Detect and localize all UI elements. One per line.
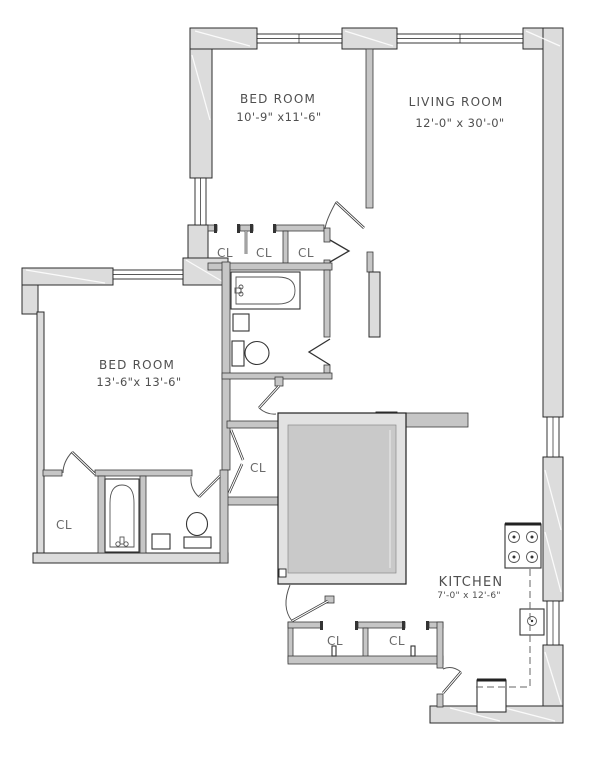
bedroom2-label: BED ROOM [98,358,176,372]
sink-shape [152,534,170,549]
sink [233,314,249,331]
interior-walls-shape [276,225,324,231]
toilet-shape [187,513,208,536]
interior-walls-shape [437,622,443,668]
sink [152,534,170,549]
closet-label: CL [216,246,234,260]
door-swing-shape [259,408,276,414]
interior-walls-shape [437,694,443,707]
toilet [184,513,211,549]
window [397,34,523,43]
stove-shape [531,556,534,559]
entry-door-swing-shape [292,601,328,621]
interior-walls-shape [367,252,373,272]
door-swing [63,452,95,474]
interior-walls-shape [288,656,443,664]
door-swing [443,668,461,693]
interior-walls-shape [43,470,62,476]
door-swing-shape [199,476,220,497]
entry-door-swing-shape [286,585,292,621]
interior-walls-shape [140,476,146,553]
refrigerator-shape [477,680,506,712]
interior-walls-shape [366,49,373,208]
interior-walls-shape [95,470,192,476]
door-swing-shape [325,202,336,229]
window [257,34,342,43]
closet-door-shape [231,430,243,460]
entry-door-swing [286,585,328,621]
interior-walls-shape [288,622,322,628]
interior-walls-shape [324,228,330,242]
stove-shape [513,556,516,559]
stove-shape [531,536,534,539]
closet-label: CL [55,518,73,532]
interior-walls-shape [363,628,368,658]
closet-label: CL [326,634,344,648]
window [547,601,559,645]
window [113,270,183,279]
interior-walls-shape [283,231,288,263]
interior-walls-shape [214,224,217,233]
closet-label: CL [255,246,273,260]
door-swing-shape [259,386,279,408]
door-swing-shape [72,452,95,474]
exterior-walls-shape [37,312,44,555]
interior-walls-shape [220,470,228,563]
door-swing-shape [336,202,364,228]
elevator-shaft [278,413,406,584]
interior-walls-shape [222,262,230,470]
sink-shape [233,314,249,331]
door-swing-shape [443,672,461,693]
door-swing-shape [191,477,199,497]
bathroom-1 [231,272,300,366]
toilet [232,341,269,366]
kitchen-label: KITCHEN [438,575,504,590]
exterior-walls-shape [33,553,228,563]
closet-door [330,240,349,262]
door-swing-shape [443,668,461,672]
living-room-label: LIVING ROOM [408,95,504,109]
interior-walls-shape [227,421,278,428]
interior-walls-shape [324,365,330,373]
bedroom2-dims: 13'-6"x 13'-6" [96,375,182,389]
refrigerator [477,680,506,712]
closet-label: CL [297,246,315,260]
toilet-shape [245,342,269,365]
interior-walls-shape [273,224,276,233]
interior-walls-shape [402,621,405,630]
stove [505,524,541,568]
living-room-dims: 12'-0" x 30'-0" [415,116,505,130]
toilet-shape [184,537,211,548]
door-swing [191,476,220,497]
bedroom1-dims: 10'-9" x11'-6" [236,110,322,124]
interior-walls-shape [426,621,429,630]
door-swing [259,386,279,414]
toilet-shape [232,341,244,366]
bathtub [105,479,139,552]
interior-walls-shape [227,497,278,505]
window [195,178,206,225]
bedroom1-label: BED ROOM [239,92,317,106]
door-swing [309,339,330,365]
interior-walls-shape [369,272,380,337]
interior-walls-shape [250,224,253,233]
exterior-walls-shape [22,285,38,314]
closet-door-shape [229,464,242,493]
interior-walls-shape [275,377,283,386]
door-swing-shape [309,339,330,365]
exterior-walls-shape [543,28,563,417]
closet-label: CL [388,634,406,648]
kitchen-sink-shape [531,620,533,622]
kitchen-dims: 7'-0" x 12'-6" [437,591,501,601]
interior-walls-shape [355,621,358,630]
interior-walls-shape [358,622,405,628]
interior-walls-shape [324,270,330,337]
kitchen-fixtures [474,524,544,712]
interior-walls-shape [320,621,323,630]
window [547,417,559,457]
exterior-walls-shape [543,457,563,601]
closet-label: CL [249,461,267,475]
interior-walls-shape [98,476,105,553]
stove-shape [513,536,516,539]
interior-walls-shape [411,646,415,656]
elevator-shaft-shape [279,569,286,577]
kitchen-sink [520,609,544,635]
closet-door-shape [330,240,349,262]
door-swing [325,202,364,229]
closet-door [229,430,243,493]
interior-walls-shape [237,224,240,233]
elevator-shaft-shape [288,425,396,573]
bathtub [231,272,300,309]
door-swing-shape [63,452,72,473]
bathroom-2 [105,479,211,552]
